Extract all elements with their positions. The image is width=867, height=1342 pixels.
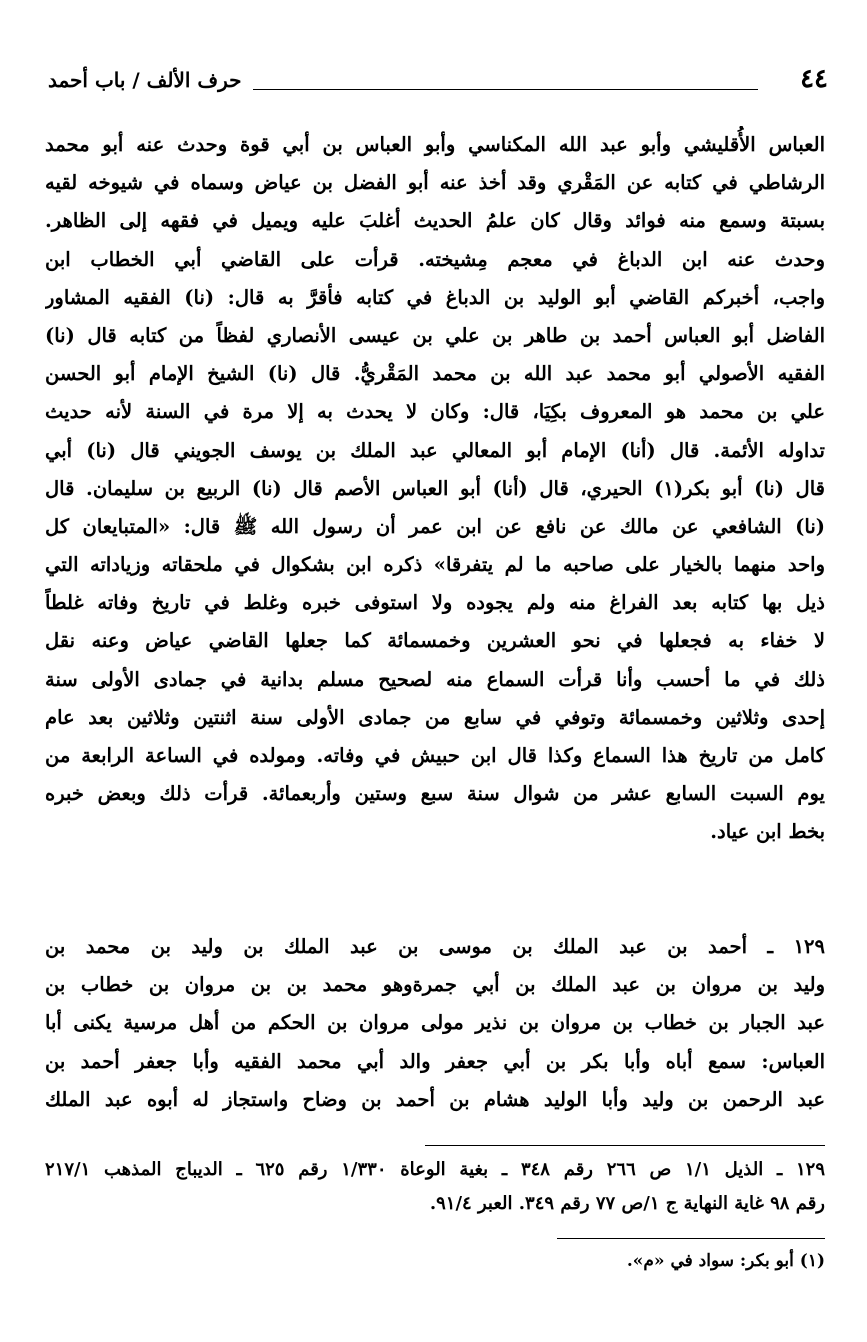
text-line: قال (نا) أبو بكر(١) الحيري، قال (أنا) أبو العباس الأصم قال (نا) الربيع بن سليمان. قال [45,476,825,500]
text-line: الفقيه الأصولي أبو محمد عبد الله بن محمد المَقْريُّ. قال (نا) الشيخ الإمام أبو الحسن [45,362,825,386]
text-line: واحد منهما بالخيار على صاحبه ما لم يتفرقا» ذكره ابن بشكوال في ملحقاته وزياداته التي [45,553,825,577]
note-line: رقم ٩٨ غاية النهاية ج ١/ص ٧٧ رقم ٣٤٩. العبر ٩١/٤. [429,1193,825,1214]
running-title: حرف الألف / باب أحمد [48,68,242,92]
text-line: علي بن محمد هو المعروف بكِيَا، قال: وكان لا يحدث به إلا مرة في السنة لأنه حديث [45,400,825,424]
header-rule [253,89,758,90]
text-line: عبد الرحمن بن وليد وأبا الوليد هشام بن أحمد بن وضاح واستجاز له أبوه عبد الملك [45,1087,825,1111]
paragraph-entry-129 [45,928,825,1119]
text-line: الرشاطي في كتابه عن المَقْري وقد أخذ عنه أبو الفضل بن عياض وسماه في شيوخه لقيه [45,171,825,195]
text-line: وحدث عنه ابن الدباغ في معجم مِشيخته. قرأت على القاضي أبي الخطاب ابن [45,247,825,271]
paragraph-continued-biography [45,126,825,852]
text-line: العباس الأُقليشي وأبو عبد الله المكناسي وأبو العباس بن أبي قوة وحدث عنه أبو محمد [45,133,825,156]
footnote-rule [557,1238,825,1239]
text-line: ذيل بها كتابه بعد الفراغ منه ولم يجوده ولا استوفى خبره وغلط في تاريخ وفاته غلطاً [45,591,825,615]
text-line: يوم السبت السابع عشر من شوال سنة سبع وستين وأربعمائة. قرأت ذلك وبعض خبره [45,782,825,806]
text-line: لا خفاء به فجعلها في نحو العشرين وخمسمائة كما جعلها القاضي عياض وعنه نقل [45,629,825,653]
text-line: ١٢٩ ـ أحمد بن عبد الملك بن موسى بن عبد الملك بن وليد بن محمد بن [45,935,825,958]
text-line: كامل من تاريخ هذا السماع وكذا قال ابن حبيش في وفاته. ومولده في الساعة الرابعة من [45,744,825,767]
text-line: الفاضل أبو العباس أحمد بن طاهر بن علي بن عيسى الأنصاري لفظاً من كتابه قال (نا) [45,323,825,347]
text-line: واجب، أخبركم القاضي أبو الوليد بن الدباغ في كتابه فأقرَّ به قال: (نا) الفقيه المشاور [45,285,825,309]
text-line: بخط ابن عياد. [710,820,825,844]
text-line: تداوله الأئمة. قال (أنا) الإمام أبو المعالي عبد الملك بن يوسف الجويني قال (نا) أبي [45,438,825,462]
notes-rule [425,1145,825,1146]
text-line: (نا) الشافعي عن مالك عن نافع عن ابن عمر أن رسول الله ﷺ قال: «المتبايعان كل [45,514,825,538]
text-line: العباس: سمع أباه وأبا بكر بن أبي جعفر والد أبي محمد الفقيه وأبا جعفر أحمد بن [45,1049,825,1073]
page-number: ٤٤ [800,64,828,94]
page-header [48,62,828,102]
text-line: عبد الجبار بن خطاب بن مروان بن نذير مولى مروان بن الحكم من أهل مرسية يكنى أبا [45,1011,825,1035]
text-line: وليد بن مروان بن عبد الملك بن أبي جمرةوهو محمد بن بن مروان بن خطاب بن [45,973,825,997]
footnote: (١) أبو بكر: سواد في «م». [626,1251,825,1271]
text-line: بسبتة وسمع منه فوائد وقال كان علمُ الحديث أغلبَ عليه ويميل في فقهه إلى الظاهر. [45,209,825,233]
text-line: إحدى وثلاثين وخمسمائة وتوفي في سابع من جمادى الأولى سنة اثنتين وثلاثين بعد عام [45,705,825,729]
source-notes [45,1153,825,1221]
note-line: ١٢٩ ـ الذيل ١/١ ص ٢٦٦ رقم ٣٤٨ ـ بغية الوعاة ١/٣٣٠ رقم ٦٢٥ ـ الديباج المذهب ٢١٧/١ [45,1159,825,1180]
text-line: ذلك في ما أحسب وأنا قرأت السماع منه لصحيح مسلم بدانية في جمادى الأولى سنة [45,667,825,691]
